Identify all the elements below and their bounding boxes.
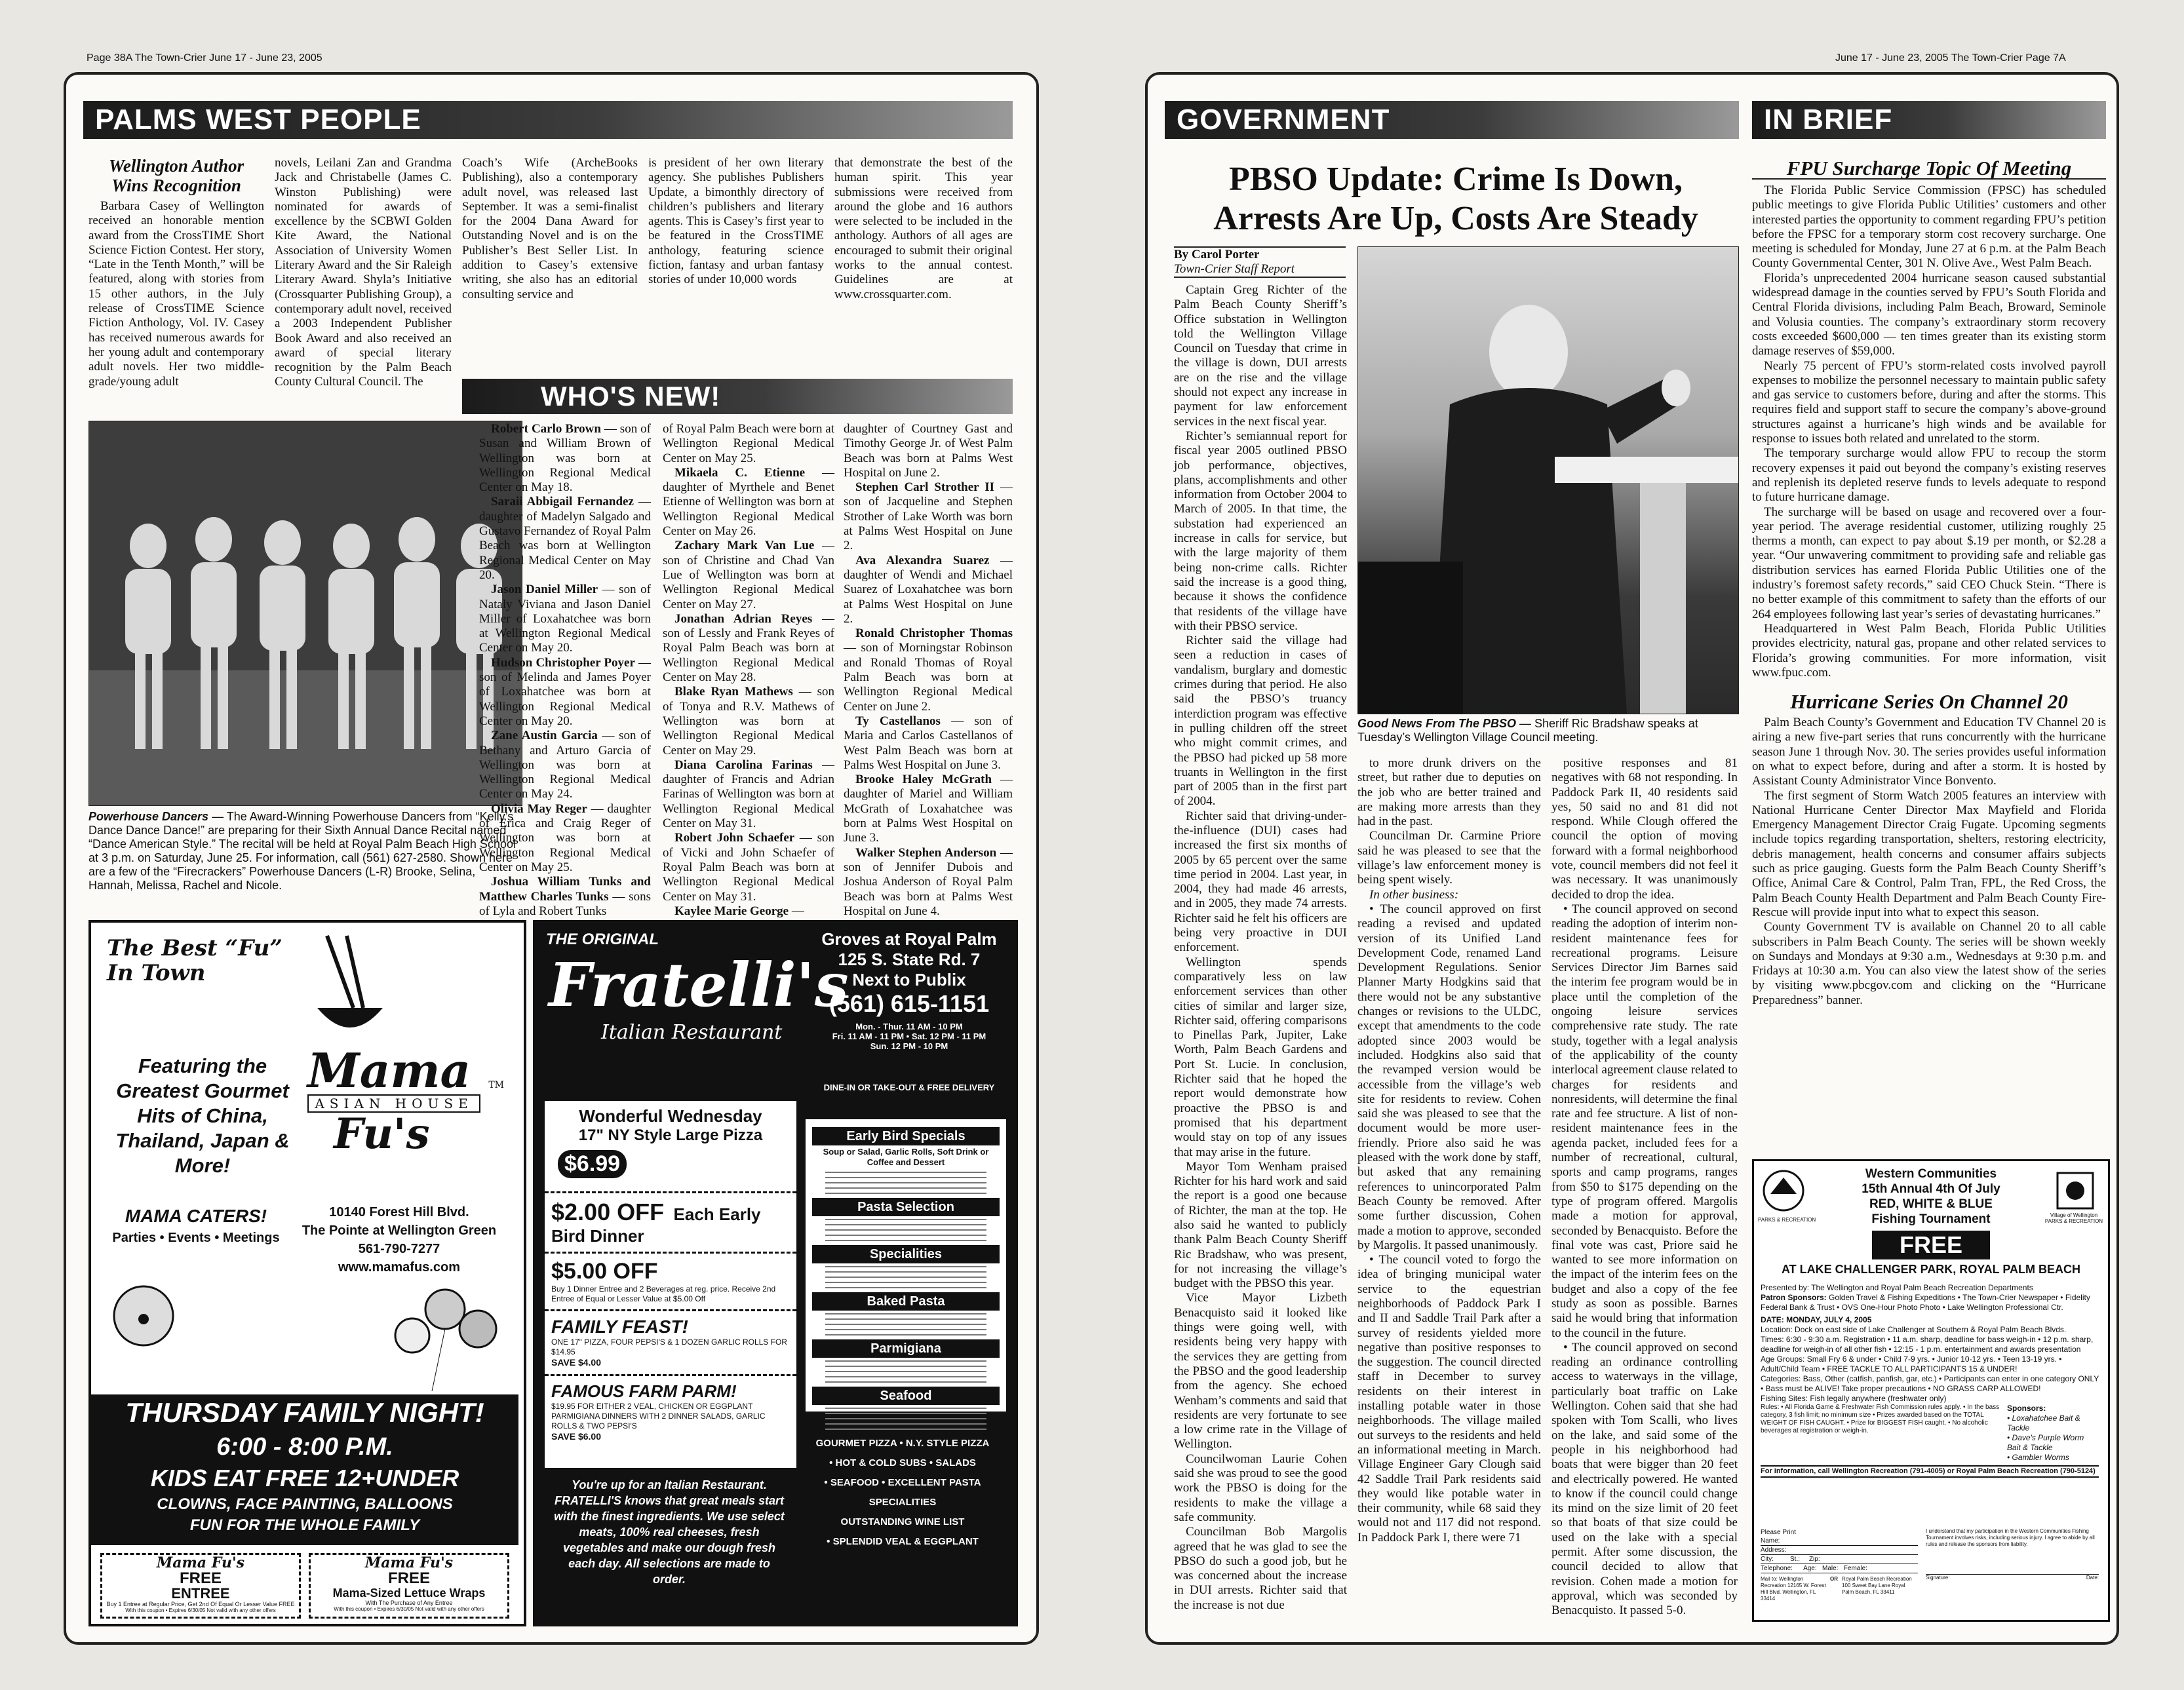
menu-lines	[825, 1172, 986, 1194]
family-night: THURSDAY FAMILY NIGHT!	[125, 1397, 484, 1428]
article-paragraph: Councilwoman Laurie Cohen said she was proud to see the good work the PBSO is doing for the residents to make the village a safe community.	[1174, 1451, 1347, 1524]
birth-text: daughter of Courtney Gast and Timothy George Jr. of West Palm Beach was born at Palms West Hospital on June 2.	[844, 422, 1013, 480]
mamafu-tm: TM	[488, 1080, 504, 1090]
farm-parm-desc: $19.95 FOR EITHER 2 VEAL, CHICKEN OR EGGPLANT PARMIGIANA DINNERS WITH 2 DINNER SALADS, GARLIC ROLLS & TWO PEPSI'S	[551, 1402, 766, 1431]
sponsor-1: • Loxahatchee Bait & Tackle	[2007, 1413, 2080, 1432]
article-paragraph: Councilman Dr. Carmine Priore said he was pleased to see that the village’s law enforcement money is being spent wisely.	[1357, 829, 1541, 887]
fishing-presented: Presented by: The Wellington and Royal Palm Beach Recreation Departments	[1761, 1283, 2033, 1292]
fishing-sponsors	[2007, 1404, 2099, 1463]
menu-lines	[825, 1313, 986, 1335]
brief-headline-fpu: FPU Surcharge Topic Of Meeting	[1752, 159, 2106, 180]
fishing-patron-label: Patron Sponsors:	[1761, 1293, 1827, 1302]
mamafu-logo-bottom: Fu's	[334, 1109, 430, 1159]
births-col-2	[663, 422, 835, 918]
sponsor-3: Bait & Tackle	[2007, 1443, 2053, 1452]
form-zip-label: Zip:	[1808, 1556, 1820, 1563]
menu-heading: Parmigiana	[812, 1339, 1000, 1358]
fratelli-location	[811, 929, 1007, 1051]
coupon-entree-fine: Buy 1 Entree at Regular Price, Get 2nd Of Equal Or Lesser Value FREE	[106, 1601, 295, 1607]
birth-announcement	[844, 626, 1013, 714]
birth-announcement	[663, 539, 834, 611]
coupon-lettuce-item: Mama-Sized Lettuce Wraps	[332, 1586, 486, 1600]
clowns-line: CLOWNS, FACE PAINTING, BALLOONS	[157, 1495, 453, 1513]
mamafu-address-2: The Pointe at Wellington Green	[302, 1223, 497, 1238]
sponsor-2: • Dave's Purple Worm	[2007, 1433, 2084, 1442]
sheriff-caption	[1357, 717, 1738, 744]
birth-text: — daughter of Mariel and William McGrath of Loxahatchee was born at Palms West Hospital on June 3.	[844, 773, 1013, 845]
birth-text: — son of Morningstar Robinson and Ronald Thomas of Royal Palm Beach was born at Wellington Regional Medical Center on June 2.	[844, 641, 1013, 714]
birth-name: Zachary Mark Van Lue	[674, 539, 815, 553]
fishing-sponsors-heading: Sponsors:	[2007, 1404, 2046, 1413]
fratelli-phone: (561) 615-1151	[829, 990, 990, 1017]
fratelli-list-4: OUTSTANDING WINE LIST	[840, 1516, 965, 1527]
birth-announcement	[479, 802, 651, 875]
birth-name: Mikaela C. Etienne	[674, 465, 806, 480]
pbso-headline: PBSO Update: Crime Is Down, Arrests Are Up, Costs Are Steady	[1213, 161, 1698, 237]
form-male-label: Male:	[1822, 1565, 1839, 1572]
birth-name: Diana Carolina Farinas	[674, 758, 813, 772]
birth-announcement	[663, 466, 834, 539]
gov-col-1	[1174, 283, 1347, 1633]
mamafu-logo	[307, 1043, 511, 1165]
coupon-lettuce-exp: With this coupon • Expires 6/30/05 Not valid with any other offers	[334, 1606, 484, 1612]
fishing-rules: Rules: • All Florida Game & Freshwater Fish Commission rules apply. • In the bass category, 3 fish limit; no minimum size • Prizes awarded based on the TOTAL WEIGHT OF FISH CAUGHT. • Prize for BIGGEST FISH caught. • No alcoholic beverages at registration or weigh-in.	[1761, 1404, 2000, 1434]
birth-name: Walker Stephen Anderson	[855, 845, 997, 860]
article-paragraph: • The council approved on second reading the adoption of interim non-resident maintenance fees for recreational programs. Leisure Services Director Jim Barnes said the interim fee program would be in place until the completion of the ongoing leisure services comprehensive rate study. The rate study, together with a legal analysis of the applicability of the county interlocal agreement clause related to charges for residents and nonresidents, will determine the final rate and fee structure. A list of non-resident maintenance fees in the agenda packet, included fees for a number of recreational, cultural, sports and camp programs, ranges from $50 to $175 depending on the type of program offered. Margolis made a motion for approval, seconded by Benacquisto. Before the final vote was cast, Priore said he wanted to see more information on the impact of the interim fees on the budget and also a copy of the fee study as soon as possible. Barnes said he would bring that information to the council in the future.	[1551, 902, 1738, 1340]
birth-announcement	[479, 583, 651, 655]
byline-title: Town-Crier Staff Report	[1174, 262, 1346, 278]
government-banner: GOVERNMENT	[1165, 101, 1739, 139]
family-feast: FAMILY FEAST!	[551, 1316, 688, 1337]
form-date: Date:	[2086, 1575, 2099, 1581]
mamafu-logo-mid: ASIAN HOUSE	[307, 1094, 480, 1113]
gov-col-3	[1551, 756, 1738, 1634]
fishing-title	[1813, 1166, 2049, 1227]
brief-paragraph: Florida’s unprecedented 2004 hurricane season caused substantial widespread damage in the counties served by FPU’s South Florida and Central Florida divisions, including Palm Beach, Broward, Seminole and Volusia counties. The company’s extraordinary storm recovery costs exceeded $600,000 — ten times greater than its existing storm damage reserves of $59,000.	[1752, 271, 2106, 358]
fratelli-hours-1: Mon. - Thur. 11 AM - 10 PM	[855, 1022, 963, 1031]
birth-announcement	[663, 831, 834, 904]
birth-name: Zane Austin Garcia	[491, 729, 598, 743]
coupon-lettuce-free: FREE	[387, 1569, 430, 1587]
entry-form	[1761, 1528, 2099, 1613]
mamafu-ad	[88, 920, 526, 1626]
birth-announcement	[844, 714, 1013, 773]
price-2-off: $2.00 OFF	[551, 1199, 665, 1225]
birth-announcement	[479, 729, 651, 801]
birth-announcement	[844, 846, 1013, 919]
coupon-entree-free: FREE	[179, 1569, 222, 1587]
brief-paragraph: The temporary surcharge would allow FPU to recoup the storm recovery expenses it paid out beyond the company’s existing reserves and replenish its depleted reserve funds to levels adequate to respond to future hurricane damage.	[1752, 446, 2106, 505]
birth-text: — daughter of Francis and Adrian Farinas of Wellington was born at Wellington Regional Medical Center on May 31.	[663, 758, 835, 831]
wonderful-wednesday: Wonderful Wednesday	[579, 1106, 762, 1126]
byline	[1174, 246, 1346, 278]
fishing-rules-row	[1761, 1404, 2099, 1463]
author-text-1: Barbara Casey of Wellington received an honorable mention award from the CrossTIME Short Science Fiction Contest. Her story, “Late in the Tenth Month,” will be featured, along with stories from 15 other authors, in the July release of CrossTIME Science Fiction Anthology, Vol. IV. Casey has received numerous awards for her young adult and contemporary adult novels. Her two middle-grade/young adult	[88, 199, 264, 389]
article-paragraph: Vice Mayor Lizbeth Benacquisto said it looked like things were going well, with residents being very happy with the services they are getting from the PBSO and the good leadership from the agency. She echoed Wenham’s comments and said that residents are very fortunate to see a low crime rate in the Village of Wellington.	[1174, 1291, 1347, 1451]
fratelli-next: Next to Publix	[852, 970, 966, 989]
clowns-balloons-icon	[104, 1277, 511, 1394]
birth-text: — son of Maria and Carlos Castellanos of West Palm Beach was born at Palms West Hospital on June 3.	[844, 714, 1013, 772]
fratelli-hours-3: Sun. 12 PM - 10 PM	[870, 1041, 948, 1051]
fishing-info: For information, call Wellington Recreation (791-4005) or Royal Palm Beach Recreation (790-5124)	[1761, 1465, 2099, 1478]
menu-lines	[825, 1360, 986, 1383]
farm-parm: FAMOUS FARM PARM!	[551, 1381, 737, 1401]
birth-name: Stephen Carl Strother II	[855, 480, 995, 495]
fishing-title-1: Western Communities	[1865, 1167, 1997, 1181]
brief-paragraph: The Florida Public Service Commission (FPSC) has scheduled public meetings to give Florida Public Utilities’ customers and other interested parties the opportunity to comment regarding FPU’s petition before the FPSC for a temporary storm cost recovery surcharge. One meeting is scheduled for Monday, June 27 at 6 p.m. at the Palm Beach County Governmental Center, 301 N. Olive Ave., West Palm Beach.	[1752, 183, 2106, 271]
farm-parm-coupon[interactable]	[545, 1374, 796, 1448]
gov-col-2	[1357, 756, 1541, 1634]
birth-text: — son of Susan and William Brown of Wellington was born at Wellington Regional Medical Center on May 18.	[479, 422, 651, 495]
in-brief-column	[1752, 159, 2106, 1155]
folio-right: June 17 - June 23, 2005 The Town-Crier Page 7A	[1835, 52, 2066, 64]
form-or: OR	[1830, 1576, 1838, 1582]
author-text-3: Coach’s Wife (ArcheBooks Publishing), also a contemporary adult novel, was released last September. It was a semi-finalist for the 2004 Dana Award for Outstanding Novel and is on the Publisher’s Best Seller List. In addition to Casey’s extensive writing, she also has an editorial consulting service and	[462, 156, 638, 301]
birth-announcement	[844, 422, 1013, 480]
fishing-at: AT LAKE CHALLENGER PARK, ROYAL PALM BEACH	[1781, 1263, 2080, 1276]
birth-text: — son of Bethany and Arturo Garcia of Wellington was born at Wellington Regional Medical Center on May 24.	[479, 729, 651, 801]
fishing-date: DATE: MONDAY, JULY 4, 2005	[1761, 1315, 1872, 1324]
birth-name: Ronald Christopher Thomas	[855, 626, 1013, 641]
menu-heading: Early Bird Specials	[812, 1127, 1000, 1145]
birth-name: Robert Carlo Brown	[491, 422, 601, 436]
birth-text: — son of Tonya and R.V. Mathews of Wellington was born at Wellington Regional Medical Center on May 29.	[663, 685, 834, 758]
birth-text: — daughter of Madelyn Salgado and Gustavo Fernandez of Royal Palm Beach was born at Wellington Regional Medical Center on May 20.	[479, 495, 652, 582]
fishing-title-4: Fishing Tournament	[1871, 1212, 1991, 1226]
rpb-parks-logo-text: PARKS & RECREATION	[1758, 1217, 1816, 1223]
form-waiver-block	[1926, 1528, 2099, 1581]
sheriff-photo	[1357, 246, 1739, 714]
article-paragraph: positive responses and 81 negatives with 68 not responding. In Paddock Park II, 40 residents said yes, 50 said no and 81 did not respond. While Clough offered the council the option of moving forward with a formal neighborhood vote, council members did not feel it was necessary. It was unanimously decided to drop the idea.	[1551, 756, 1738, 902]
birth-name: Ty Castellanos	[855, 714, 941, 728]
left-page	[64, 72, 1039, 1645]
form-mail	[1761, 1576, 1918, 1602]
fratelli-loc: Groves at Royal Palm	[821, 929, 997, 949]
menu-lines	[825, 1266, 986, 1288]
price-5-off: $5.00 OFF	[551, 1259, 658, 1284]
coupon-entree-title: Mama Fu's	[156, 1554, 245, 1571]
article-paragraph: Councilman Bob Margolis agreed that he was glad to see the PBSO do such a good job, but he was concerned about the increase in DUI arrests. Richter said that the increase is not due	[1174, 1525, 1347, 1612]
coupon-lettuce-fine: With The Purchase of Any Entree	[365, 1600, 453, 1606]
menu-lines	[825, 1408, 986, 1430]
fratelli-list	[798, 1434, 1007, 1552]
form-mail-1: Mail to: Wellington Recreation 12165 W. Forest Hill Blvd. Wellington, FL 33414	[1761, 1576, 1826, 1602]
fishing-patron	[1761, 1293, 2099, 1313]
sponsor-4: • Gambler Worms	[2007, 1453, 2069, 1462]
mamafu-phone: 561-790-7277	[358, 1242, 440, 1256]
chopsticks-bowl-icon	[314, 936, 386, 1047]
form-state-label: St.:	[1790, 1556, 1801, 1563]
byline-author: By Carol Porter	[1174, 248, 1260, 261]
menu-heading: Baked Pasta	[812, 1292, 1000, 1311]
fratelli-sub: Italian Restaurant	[601, 1021, 783, 1044]
birth-name: Brooke Haley McGrath	[855, 773, 992, 787]
fratelli-hours-2: Fri. 11 AM - 11 PM • Sat. 12 PM - 11 PM	[832, 1031, 986, 1041]
mamafu-web: www.mamafus.com	[338, 1260, 460, 1275]
author-col-5	[834, 156, 1013, 372]
birth-text: —	[789, 904, 804, 918]
article-paragraph: • The council approved on second reading an ordinance controlling access to waterways in the village, particularly boat traffic on Lake Wellington. Cohen said that she had spoken with Tom Scalli, who lives on the lake, and said some of the people in his neighborhood had boats that were bigger than 20 feet and electrically powered. He wanted to know if the council could change its mind on the size limit of 20 feet so that boats of that size could be used on the lake with a special permit. After some discussion, the council decided to allow that revision. Cohen made a motion for approval, which was seconded by Benacquisto. It passed 5-0.	[1551, 1340, 1738, 1618]
births-col-1	[479, 422, 652, 918]
births-col-3	[844, 422, 1013, 918]
author-text-2: novels, Leilani Zan and Grandma Jack and Christabelle (James C. Winston Publishing) were nominated for awards of excellence by the SCBWI Golden Kite Award, the National Association of University Women Literary Award and the Sir Raleigh Literary Award. Shyla’s Initiative (Crossquarter Publishing Group), a contemporary adult novel, received a 2003 Independent Publisher Book Award and also received an award of special literary recognition by the Palm Beach County Cultural Council. The	[275, 156, 452, 389]
mamafu-logo-top: Mama	[307, 1043, 471, 1098]
fishing-free: FREE	[1872, 1231, 1990, 1259]
birth-text: — daughter of Erica and Craig Reger of Wellington was born at Wellington Regional Medical Center on May 25.	[479, 801, 651, 874]
palms-west-banner: PALMS WEST PEOPLE	[83, 101, 1013, 139]
sheriff-figure	[1358, 247, 1738, 714]
form-phone-label: Telephone:	[1761, 1565, 1793, 1572]
menu-heading: Seafood	[812, 1387, 1000, 1405]
dancers-caption	[88, 810, 521, 893]
mamafu-address	[288, 1203, 511, 1277]
fishing-ages: Age Groups: Small Fry 6 & under • Child 7-9 yrs. • Junior 10-12 yrs. • Teen 13-19 yrs. • Adult/Child Team • FREE TACKLE TO ALL PARTICIPANTS 15 & UNDER!	[1761, 1354, 2062, 1373]
brief-headline-hurricane: Hurricane Series On Channel 20	[1790, 690, 2068, 714]
birth-announcement	[844, 554, 1013, 626]
save-4: SAVE $4.00	[551, 1357, 602, 1368]
fishing-location: Location: Dock on east side of Lake Challenger at Southern & Royal Palm Beach Blvds.	[1761, 1325, 2067, 1334]
ny-pizza: 17" NY Style Large Pizza	[578, 1126, 763, 1144]
author-col-3	[462, 156, 638, 372]
birth-name: Saraii Abbigail Fernandez	[491, 495, 634, 509]
birth-announcement	[663, 612, 834, 685]
birth-name: Robert John Schaefer	[674, 831, 795, 845]
brief-paragraph: The first segment of Storm Watch 2005 features an interview with National Hurricane Center Director Max Mayfield and Florida Emergency Management Director Craig Fugate. Upcoming segments include topics regarding transportation, shelters, restoring electricity, debris management, health concerns and consumer affairs subjects such as price gauging. Guests form the Palm Beach County Sheriff’s Office, Animal Care & Control, Palm Tran, FPL, the Red Cross, the Palm Beach County Health Department and Palm Beach County Fire-Rescue will provide input into what to expect this season.	[1752, 788, 2106, 919]
folio-left: Page 38A The Town-Crier June 17 - June 23, 2005	[87, 52, 322, 64]
sheriff-caption-text: — Sheriff Ric Bradshaw speaks at Tuesday’s Wellington Village Council meeting.	[1357, 717, 1698, 744]
fishing-sites: Fishing Sites: Fish legally anywhere (freshwater only)	[1761, 1394, 1947, 1403]
family-night-time: 6:00 - 8:00 P.M.	[216, 1433, 393, 1461]
fratelli-list-5: • SPLENDID VEAL & EGGPLANT	[827, 1536, 979, 1547]
form-female-label: Female:	[1843, 1565, 1867, 1572]
article-paragraph: • The council voted to forgo the idea of bringing municipal water service to the equestrian neighborhoods of Paddock Park I and II and Saddle Trail Park after a survey of residents yielded more negative than positive responses to the suggestion. The council directed staff in December to survey residents on their interest in installing potable water in those neighborhoods. The village mailed out surveys to the residents and held an informational meeting in March. Village Engineer Gary Clough said 42 Saddle Trail Park residents said they would like potable water in their community, while 68 said they would not and 117 did not respond. In Paddock Park I, there were 71	[1357, 1253, 1541, 1545]
birth-name: Olivia May Reger	[491, 801, 587, 816]
fratelli-coupons	[545, 1101, 796, 1468]
birth-announcement	[663, 758, 834, 831]
birth-announcement	[844, 773, 1013, 845]
mamafu-slogan: The Best “Fu” In Town	[107, 935, 283, 986]
article-paragraph: Richter said the village had seen a reduction in cases of vandalism, burglary and domestic crimes during that period. He also said the PBSO’s truancy interdiction program was effective in pulling children off the street who might commit crimes, and the PBSO had picked up 58 more truants in Wellington in the first part of 2005 than in the first part of 2004.	[1174, 634, 1347, 809]
form-name-label: Name:	[1761, 1537, 1780, 1545]
form-city[interactable]	[1761, 1555, 1918, 1564]
fishing-categories: Categories: Bass, Other (catfish, panfish, gar, etc.) • Participants can enter in one category ONLY • Bass must be ALIVE! Take proper precautions • NO GRASS CARP ALLOWED!	[1761, 1374, 2099, 1393]
coupon-entree-item: ENTREE	[171, 1585, 230, 1602]
birth-text: — son of Jennifer Dubois and Joshua Anderson of Royal Palm Beach was born at Palms West Hospital on June 4.	[844, 845, 1013, 918]
early-bird-desc: Soup or Salad, Garlic Rolls, Soft Drink or Coffee and Dessert	[823, 1147, 989, 1167]
dancers-figures	[89, 421, 522, 805]
mamafu-featuring: Featuring the Greatest Gourmet Hits of China, Thailand, Japan & More!	[115, 1054, 290, 1177]
birth-announcement	[479, 875, 651, 919]
coupon-entree-exp: With this coupon • Expires 6/30/05 Not valid with any other offers	[125, 1607, 276, 1613]
form-name[interactable]	[1761, 1537, 1918, 1546]
birth-announcement	[844, 480, 1013, 553]
article-paragraph: Wellington spends comparatively less on law enforcement services than other cities of similar and larger size, Richter said, offering comparisons to Pinellas Park, Jupiter, Lake Worth, Palm Beach Gardens and Port St. Lucie. In conclusion, Richter said that he hoped the report would demonstrate how proactive the PBSO is and promised that his department would stay on top of any issues that may arise in the future.	[1174, 955, 1347, 1159]
rpb-parks-logo-icon	[1761, 1168, 1806, 1220]
form-mail-2: Royal Palm Beach Recreation 100 Sweet Bay Lane Royal Palm Beach, FL 33411	[1842, 1576, 1912, 1595]
right-page	[1145, 72, 2119, 1645]
menu-heading: Pasta Selection	[812, 1198, 1000, 1216]
fishing-ad	[1752, 1159, 2110, 1622]
birth-name: Hudson Christopher Poyer	[491, 655, 635, 670]
form-please-print: Please Print	[1761, 1529, 1796, 1536]
form-city-label: City:	[1761, 1556, 1774, 1563]
fun-line: FUN FOR THE WHOLE FAMILY	[189, 1516, 420, 1534]
birth-announcement	[663, 422, 834, 466]
family-feast-coupon[interactable]	[545, 1309, 796, 1374]
five-off-coupon[interactable]	[545, 1252, 796, 1309]
author-text-5: that demonstrate the best of the human spirit. This year submissions were received from around the globe and 16 authors were selected to be included in the anthology. Authors of all ages are encouraged to submit their original works to the annual contest. Guidelines are at www.crossquarter.com.	[834, 156, 1013, 301]
form-address-label: Address:	[1761, 1546, 1787, 1554]
dancers-caption-title: Powerhouse Dancers	[88, 810, 209, 823]
fratelli-tagline: You're up for an Italian Restaurant. FRATELLI'S knows that great meals start with the finest ingredients. We use select meats, 100% real cheeses, fresh vegetables and make our dough fresh each day. All selections are made to order.	[554, 1478, 785, 1586]
birth-name: Kaylee Marie George	[674, 904, 789, 918]
brief-paragraph: Palm Beach County’s Government and Education TV Channel 20 is airing a new five-part series that runs concurrently with the hurricane season June 1 through Nov. 30. The series provides useful information on what to expect before, during and after a storm. It is hosted by Assistant County Administrator Vince Bonvento.	[1752, 716, 2106, 788]
fishing-patron-list: Golden Travel & Fishing Expeditions • The Town-Crier Newspaper • Fidelity Federal Bank & Trust • OVS One-Hour Photo Photo • Lake Wellington Professional Ctr.	[1761, 1293, 2090, 1312]
birth-name: Jonathan Adrian Reyes	[674, 611, 813, 626]
deal-early-bird: Each Early Bird Dinner	[551, 1204, 761, 1246]
mamafu-address-1: 10140 Forest Hill Blvd.	[329, 1205, 469, 1219]
whos-new-banner: WHO'S NEW!	[462, 379, 1013, 414]
birth-text: — daughter of Myrthele and Benet Etienne of Wellington was born at Wellington Regional Medical Center on May 26.	[663, 465, 834, 539]
article-paragraph: Richter’s semiannual report for fiscal year 2005 outlined PBSO job performance, objectives, plans, accomplishments and other information from October 2004 to March of 2005. In that time, the substation had experienced an increase in calls for service, but with the large majority of them being non-crime calls. Richter said the increase is a good thing, because it shows the confidence that residents of the village have with their PBSO service.	[1174, 429, 1347, 633]
price-699: $6.99	[558, 1150, 627, 1178]
dancers-caption-text: — The Award-Winning Powerhouse Dancers from “Kelly’s Dance Dance Dance!” are preparing for their Sixth Annual Dance Recital named “Dance American Style.” The recital will be held at Royal Palm Beach High School at 3 p.m. on Saturday, June 25. For information, call (561) 627-2580. Shown here are a few of the “Firecrackers” Powerhouse Dancers (L-R) Brooke, Selina, Hannah, Melissa, Rachel and Nicole.	[88, 810, 516, 892]
dancers-photo	[88, 421, 522, 806]
kids-eat-free: KIDS EAT FREE 12+UNDER	[150, 1465, 459, 1491]
family-night-bar	[91, 1394, 518, 1545]
brief-paragraph: The surcharge will be based on usage and recovered over a four-year period. The average residential customer, utilizing roughly 25 therms a month, can expect to pay about $.19 per month, or $2.28 a year. “Our unwavering commitment to providing safe and reliable gas distribution services has earned Florida Public Utilities one of the industry’s foremost safety records,” said CEO Chuck Stein. “There is no better example of this commitment to safety than the efforts of our 264 employees following last year’s series of devastating hurricanes.”	[1752, 505, 2106, 621]
fishing-details	[1761, 1283, 2099, 1478]
early-bird-coupon[interactable]	[545, 1191, 796, 1252]
form-address[interactable]	[1761, 1546, 1918, 1555]
birth-announcement	[479, 656, 651, 729]
birth-text: — son of Christine and Chad Van Lue of Wellington was born at Wellington Regional Medical Center on May 27.	[663, 539, 835, 611]
mamafu-caters-sub: Parties • Events • Meetings	[112, 1231, 280, 1245]
birth-text: — son of Nataly Viviana and Jason Daniel Miller of Loxahatchee was born at Wellington Regional Medical Center on May 20.	[479, 583, 651, 655]
birth-text: — son of Lessly and Frank Reyes of Royal Palm Beach was born at Wellington Regional Medical Center on May 28.	[663, 611, 835, 685]
birth-text: of Royal Palm Beach were born at Wellington Regional Medical Center on May 25.	[663, 422, 834, 465]
birth-announcement	[663, 904, 834, 919]
mamafu-caters: MAMA CATERS!	[125, 1206, 267, 1226]
family-feast-desc: ONE 17" PIZZA, FOUR PEPSI'S & 1 DOZEN GARLIC ROLLS FOR $14.95	[551, 1337, 787, 1356]
article-paragraph: In other business:	[1369, 887, 1459, 902]
birth-text: — son of Melinda and James Poyer of Loxahatchee was born at Wellington Regional Medical Center on May 20.	[479, 655, 651, 728]
in-brief-banner: IN BRIEF	[1752, 101, 2106, 139]
birth-text: — sons of Lyla and Robert Tunks	[479, 889, 651, 918]
birth-text: — son of Jacqueline and Stephen Strother of Lake Worth was born at Palms West Hospital on June 2.	[844, 480, 1013, 553]
brief-paragraph: Nearly 75 percent of FPU’s storm-related costs involved payroll expenses to mobilize the personnel necessary to maintain public safety and gas service to customers before, during and after the storms. This requires field and support staff to secure the company’s above-ground structures against a hurricane’s high winds and be available for response to issues both related and unrelated to the storm.	[1752, 358, 2106, 446]
article-paragraph: to more drunk drivers on the street, but rather due to deputies on the job who are better trained and are making more arrests than they had in the past.	[1357, 756, 1541, 829]
birth-name: Ava Alexandra Suarez	[855, 553, 990, 567]
coupon-entree[interactable]	[100, 1553, 301, 1619]
author-headline: Wellington Author Wins Recognition	[108, 156, 244, 195]
deal-five-off: Buy 1 Dinner Entree and 2 Beverages at reg. price. Receive 2nd Entree of Equal or Lesser Value at $5.00 Off	[551, 1284, 776, 1303]
form-age-label: Age:	[1803, 1565, 1817, 1572]
fishing-times: Times: 6:30 - 9:30 a.m. Registration • 11 a.m. sharp, deadline for bass weigh-in • 12 p.m. sharp, deadline for weigh-in of all other fish • 12:15 - 1 p.m. entertainment and awards presentation	[1761, 1335, 2094, 1354]
brief-paragraph: Headquartered in West Palm Beach, Florida Public Utilities provides electricity, natural gas, propane and other related services to Florida’s growing communities. For more information, visit www.fpuc.com.	[1752, 621, 2106, 680]
fishing-title-3: RED, WHITE & BLUE	[1869, 1197, 1993, 1211]
article-paragraph: Mayor Tom Wenham praised Richter for his hard work and said the report is a good one because of Richter, the man at the top. He also said he wanted to publicly thank Palm Beach County Sheriff Ric Bradshaw, who was present, for not increasing the village’s budget with the PBSO this year.	[1174, 1159, 1347, 1291]
article-paragraph: Captain Greg Richter of the Palm Beach County Sheriff’s Office substation in Wellington told the Wellington Village Council on Tuesday that crime in the village is down, DUI arrests are on the rise and the village should not expect any increase in payment for law enforcement services in the next fiscal year.	[1174, 283, 1347, 429]
birth-text: — son of Vicki and John Schaefer of Royal Palm Beach was born at Wellington Regional Medical Center on May 31.	[663, 831, 834, 904]
fratelli-original: THE ORIGINAL	[546, 931, 659, 948]
birth-announcement	[479, 495, 651, 583]
coupon-lettuce[interactable]	[309, 1553, 509, 1619]
sheriff-caption-title: Good News From The PBSO	[1357, 717, 1517, 730]
article-paragraph: • The council approved on first reading a revised and updated version of its Unified Land Development Code, renamed Land Development Regulations. Senior Planner Marty Hodgkins said that there would not be any substantive changes or revisions to the ULDC, except that amendments to the code adopted since 2003 would be included. Hodgkins also said that the revamped version would be accessible from the village’s web site for residents to review. Cohen said she was pleased to see that the document would be more user-friendly. Priore also said he was pleased with the work done by staff, but asked that any remaining references to unincorporated Palm Beach County be removed. After some further discussion, Cohen made a motion to approve, seconded by Margolis. It passed unanimously.	[1357, 902, 1541, 1252]
menu-heading: Specialities	[812, 1245, 1000, 1263]
fratelli-menu	[806, 1119, 1006, 1412]
birth-name: Jason Daniel Miller	[491, 583, 598, 597]
save-6: SAVE $6.00	[551, 1431, 602, 1442]
author-col-4	[648, 156, 824, 372]
birth-announcement	[663, 685, 834, 758]
fratelli-delivery: DINE-IN OR TAKE-OUT & FREE DELIVERY	[823, 1083, 995, 1092]
birth-name: Joshua William Tunks and Matthew Charles Tunks	[479, 875, 651, 904]
birth-name: Blake Ryan Mathews	[674, 685, 793, 699]
fratelli-ad	[533, 920, 1018, 1626]
form-signature: Signature:	[1926, 1575, 1950, 1581]
birth-announcement	[479, 422, 651, 495]
wellington-parks-logo-text: Village of Wellington PARKS & RECREATION	[2044, 1212, 2103, 1224]
form-signature-row[interactable]	[1926, 1574, 2099, 1581]
fratelli-addr: 125 S. State Rd. 7	[838, 950, 981, 969]
fratelli-list-1: GOURMET PIZZA • N.Y. STYLE PIZZA	[815, 1438, 990, 1449]
article-paragraph: Richter said that driving-under-the-influence (DUI) cases had increased the first six months of 2005 by 65 percent over the same time period in 2004. Last year, in 2004, they had made 46 arrests, and in 2005, they made 74 arrests. Richter said he felt his officers are being very proactive in DUI enforcement.	[1174, 809, 1347, 955]
entry-form-fields	[1761, 1528, 1918, 1602]
fishing-title-2: 15th Annual 4th Of July	[1862, 1182, 2000, 1196]
coupon-lettuce-title: Mama Fu's	[364, 1554, 454, 1571]
fratelli-list-3: • SEAFOOD • EXCELLENT PASTA SPECIALITIES	[824, 1477, 981, 1508]
author-text-4: is president of her own literary agency. She publishes Publishers Update, a bimonthly directory of children’s publishers and literary agents. This is Casey’s first year to be featured in the CrossTIME anthology, featuring science fiction, fantasy and urban fantasy stories of under 10,000 words	[648, 156, 824, 287]
form-phone[interactable]	[1761, 1564, 1918, 1573]
birth-text: — daughter of Wendi and Michael Suarez of Loxahatchee was born at Palms West Hospital on June 2.	[844, 553, 1013, 626]
brief-paragraph: County Government TV is available on Channel 20 to all cable subscribers in Palm Beach County. The series will be shown weekly on Sundays and Mondays at 9:30 a.m., Wednesdays at 9:30 p.m. and Fridays at 10:30 a.m. You can also view the latest show of the series by visiting www.pbcgov.com and clicking on the “Hurricane Preparedness” banner.	[1752, 920, 2106, 1007]
fratelli-name: Fratelli's	[549, 950, 849, 1020]
form-waiver: I understand that my participation in the Western Communities Fishing Tournament involves risks, including serious injury. I agree to abide by all rules and release the sponsors from liability.	[1926, 1528, 2095, 1547]
fratelli-list-2: • HOT & COLD SUBS • SALADS	[829, 1457, 976, 1469]
menu-lines	[825, 1219, 986, 1241]
